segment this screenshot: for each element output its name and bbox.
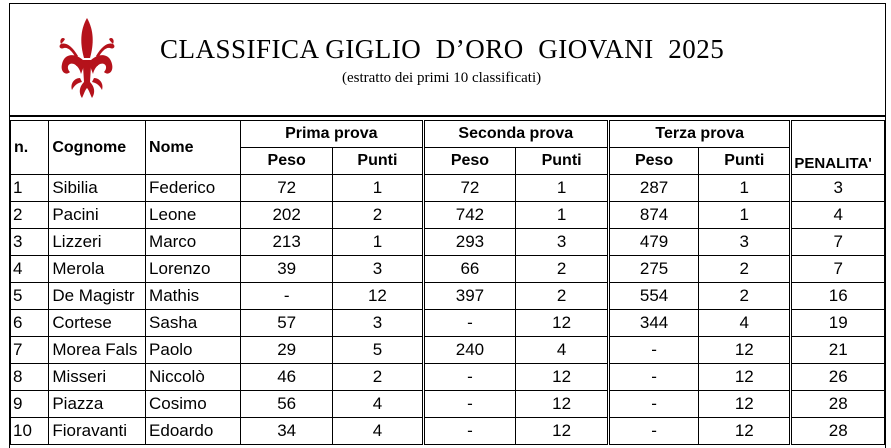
cell-nome: Lorenzo [146, 256, 241, 283]
cell-peso-2: 72 [423, 175, 516, 202]
cell-nome: Marco [146, 229, 241, 256]
classifica-sheet [9, 3, 886, 448]
header-punti-1: Punti [333, 148, 423, 175]
cell-punti-2: 1 [516, 175, 609, 202]
cell-peso-1: 39 [241, 256, 333, 283]
cell-n: 5 [11, 283, 49, 310]
cell-punti-2: 12 [516, 418, 609, 445]
cell-peso-3: 479 [608, 229, 698, 256]
cell-n: 2 [11, 202, 49, 229]
cell-peso-3: 344 [608, 310, 698, 337]
table-row [11, 337, 885, 364]
table-row [11, 175, 885, 202]
header-seconda-prova: Seconda prova [423, 121, 608, 148]
fleur-de-lis-icon [56, 16, 118, 101]
cell-peso-1: 202 [241, 202, 333, 229]
cell-punti-3: 4 [699, 310, 791, 337]
cell-punti-1: 12 [333, 283, 423, 310]
cell-peso-3: - [608, 418, 698, 445]
cell-punti-2: 12 [516, 310, 609, 337]
cell-punti-3: 2 [699, 256, 791, 283]
cell-cognome: Pacini [49, 202, 146, 229]
header-punti-3: Punti [699, 148, 791, 175]
table-header-row-1 [11, 121, 885, 148]
cell-cognome: Piazza [49, 391, 146, 418]
header-peso-1: Peso [241, 148, 333, 175]
cell-n: 3 [11, 229, 49, 256]
table-row [11, 283, 885, 310]
cell-punti-2: 4 [516, 337, 609, 364]
cell-peso-2: 293 [423, 229, 516, 256]
cell-peso-2: 742 [423, 202, 516, 229]
cell-punti-3: 12 [699, 391, 791, 418]
ranking-table [10, 120, 885, 445]
header-penalita: PENALITA' [791, 121, 885, 175]
table-row [11, 310, 885, 337]
cell-punti-1: 2 [333, 202, 423, 229]
cell-punti-1: 3 [333, 256, 423, 283]
cell-peso-1: 34 [241, 418, 333, 445]
table-row [11, 391, 885, 418]
cell-nome: Cosimo [146, 391, 241, 418]
header-punti-2: Punti [516, 148, 609, 175]
cell-peso-1: 213 [241, 229, 333, 256]
cell-cognome: Morea Fals [49, 337, 146, 364]
cell-punti-1: 1 [333, 175, 423, 202]
cell-nome: Niccolò [146, 364, 241, 391]
cell-cognome: Lizzeri [49, 229, 146, 256]
header-nome: Nome [146, 121, 241, 175]
cell-peso-2: 66 [423, 256, 516, 283]
cell-penalita: 21 [791, 337, 885, 364]
cell-peso-3: 275 [608, 256, 698, 283]
cell-nome: Paolo [146, 337, 241, 364]
cell-punti-3: 1 [699, 202, 791, 229]
table-row [11, 256, 885, 283]
cell-penalita: 28 [791, 391, 885, 418]
header-peso-2: Peso [423, 148, 516, 175]
cell-punti-3: 12 [699, 364, 791, 391]
cell-peso-1: 46 [241, 364, 333, 391]
cell-punti-3: 12 [699, 418, 791, 445]
cell-penalita: 28 [791, 418, 885, 445]
header-terza-prova: Terza prova [608, 121, 790, 148]
cell-nome: Edoardo [146, 418, 241, 445]
header-peso-3: Peso [608, 148, 698, 175]
cell-punti-2: 2 [516, 256, 609, 283]
cell-punti-1: 4 [333, 391, 423, 418]
header-prima-prova: Prima prova [241, 121, 424, 148]
cell-nome: Federico [146, 175, 241, 202]
table-row [11, 229, 885, 256]
header-n: n. [11, 121, 49, 175]
cell-peso-1: 29 [241, 337, 333, 364]
table-row [11, 202, 885, 229]
cell-peso-3: - [608, 391, 698, 418]
page-title: CLASSIFICA GIGLIO D’ORO GIOVANI 2025 [160, 34, 725, 64]
table-row [11, 364, 885, 391]
cell-penalita: 16 [791, 283, 885, 310]
cell-n: 9 [11, 391, 49, 418]
cell-peso-3: 874 [608, 202, 698, 229]
cell-peso-1: 57 [241, 310, 333, 337]
cell-punti-1: 4 [333, 418, 423, 445]
cell-peso-2: - [423, 418, 516, 445]
cell-penalita: 7 [791, 256, 885, 283]
cell-peso-1: 72 [241, 175, 333, 202]
cell-peso-2: - [423, 391, 516, 418]
cell-punti-2: 3 [516, 229, 609, 256]
cell-punti-3: 1 [699, 175, 791, 202]
cell-punti-1: 1 [333, 229, 423, 256]
cell-peso-1: 56 [241, 391, 333, 418]
cell-n: 8 [11, 364, 49, 391]
cell-punti-3: 12 [699, 337, 791, 364]
cell-n: 4 [11, 256, 49, 283]
cell-punti-1: 2 [333, 364, 423, 391]
cell-nome: Sasha [146, 310, 241, 337]
cell-peso-2: - [423, 310, 516, 337]
cell-cognome: Fioravanti [49, 418, 146, 445]
cell-cognome: Merola [49, 256, 146, 283]
cell-punti-2: 12 [516, 391, 609, 418]
cell-peso-2: - [423, 364, 516, 391]
cell-peso-3: - [608, 364, 698, 391]
cell-penalita: 4 [791, 202, 885, 229]
cell-punti-1: 3 [333, 310, 423, 337]
cell-cognome: Sibilia [49, 175, 146, 202]
cell-punti-2: 1 [516, 202, 609, 229]
cell-peso-3: 287 [608, 175, 698, 202]
cell-n: 6 [11, 310, 49, 337]
cell-n: 10 [11, 418, 49, 445]
cell-cognome: Misseri [49, 364, 146, 391]
cell-penalita: 19 [791, 310, 885, 337]
cell-punti-2: 2 [516, 283, 609, 310]
cell-peso-3: 554 [608, 283, 698, 310]
cell-nome: Leone [146, 202, 241, 229]
cell-punti-1: 5 [333, 337, 423, 364]
document-header [10, 4, 885, 117]
cell-punti-3: 2 [699, 283, 791, 310]
cell-n: 7 [11, 337, 49, 364]
cell-cognome: Cortese [49, 310, 146, 337]
cell-penalita: 3 [791, 175, 885, 202]
table-row [11, 418, 885, 445]
cell-punti-3: 3 [699, 229, 791, 256]
cell-peso-2: 240 [423, 337, 516, 364]
page-subtitle: (estratto dei primi 10 classificati) [342, 70, 542, 86]
cell-peso-2: 397 [423, 283, 516, 310]
cell-penalita: 7 [791, 229, 885, 256]
header-cognome: Cognome [49, 121, 146, 175]
cell-nome: Mathis [146, 283, 241, 310]
cell-penalita: 26 [791, 364, 885, 391]
cell-cognome: De Magistr [49, 283, 146, 310]
cell-peso-3: - [608, 337, 698, 364]
cell-peso-1: - [241, 283, 333, 310]
cell-punti-2: 12 [516, 364, 609, 391]
cell-n: 1 [11, 175, 49, 202]
